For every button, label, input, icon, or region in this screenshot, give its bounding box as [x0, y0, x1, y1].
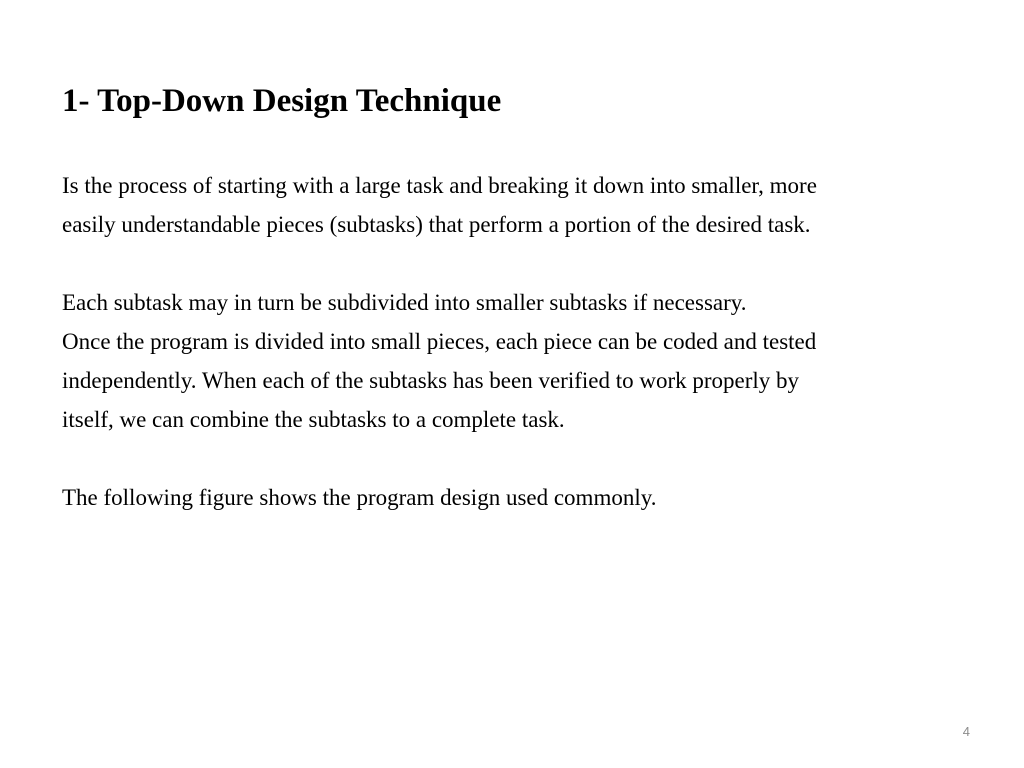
body-line: Each subtask may in turn be subdivided into smaller subtasks if necessary.: [62, 290, 747, 315]
page-number: 4: [962, 724, 970, 739]
paragraph-figure-intro: [62, 478, 982, 517]
body-line: Is the process of starting with a large task and breaking it down into smaller, more: [62, 173, 817, 198]
body-line: itself, we can combine the subtasks to a complete task.: [62, 407, 565, 432]
body-line: The following figure shows the program design used commonly.: [62, 485, 657, 510]
paragraph-subdivision: [62, 283, 982, 439]
slide-body: [62, 166, 982, 517]
body-line: independently. When each of the subtasks has been verified to work properly by: [62, 368, 800, 393]
body-line: Once the program is divided into small pieces, each piece can be coded and tested: [62, 329, 817, 354]
paragraph-spacer: [62, 439, 982, 478]
body-line: easily understandable pieces (subtasks) that perform a portion of the desired task.: [62, 212, 811, 237]
slide-title: 1- Top-Down Design Technique: [62, 83, 502, 119]
paragraph-definition: [62, 166, 982, 244]
paragraph-spacer: [62, 244, 982, 283]
